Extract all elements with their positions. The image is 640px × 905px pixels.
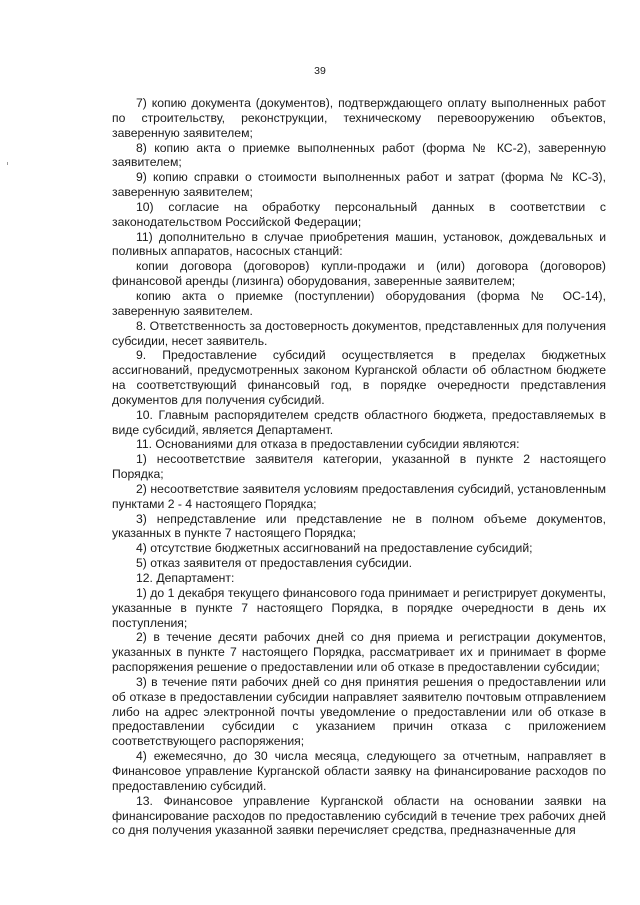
paragraph-clause-11: 11. Основаниями для отказа в предоставлении субсидии являются: bbox=[136, 437, 520, 452]
paragraph-clause-13: 13. Финансовое управление Курганской области на основании заявки на финансирование расходов по предоставлению субсидий в течение трех рабочих дней со дня получения указанной заявки перечисляет средства, предназначенные для bbox=[112, 793, 606, 838]
paragraph-clause-10: 10. Главным распорядителем средств областного бюджета, предоставляемых в виде субсидий, является Департамент. bbox=[112, 407, 606, 437]
paragraph-clause-8: 8. Ответственность за достоверность документов, представленных для получения субсидии, несет заявитель. bbox=[112, 318, 606, 348]
paragraph-clause-9: 9. Предоставление субсидий осуществляется в пределах бюджетных ассигнований, предусмотренных законом Курганской области об областном бюджете на соответствующий финансовый год, в порядке очередности представления документов для получения субсидий. bbox=[112, 348, 606, 407]
paragraph-department-4: 4) ежемесячно, до 30 числа месяца, следующего за отчетным, направляет в Финансовое управление Курганской области заявку на финансирование расходов по предоставлению субсидий. bbox=[112, 749, 606, 793]
paragraph-refusal-2: 2) несоответствие заявителя условиям предоставления субсидий, установленным пунктами 2 - 4 настоящего Порядка; bbox=[112, 481, 606, 511]
paragraph-os14-act: копию акта о приемке (поступлении) оборудования (форма № ОС-14), заверенную заявителем. bbox=[112, 288, 606, 318]
paragraph-refusal-3: 3) непредставление или представление не в полном объеме документов, указанных в пункте 7 настоящего Порядка; bbox=[112, 511, 606, 541]
paragraph-refusal-5: 5) отказ заявителя от предоставления субсидии. bbox=[136, 556, 413, 571]
paragraph-clause-12: 12. Департамент: bbox=[136, 571, 235, 585]
paragraph-department-1: 1) до 1 декабря текущего финансового года принимает и регистрирует документы, указанные в пункте 7 настоящего Порядка, в порядке очередности в день их поступления; bbox=[112, 585, 606, 630]
paragraph-department-3: 3) в течение пяти рабочих дней со дня принятия решения о предоставлении или об отказе в предоставлении субсидии направляет заявителю почтовым отправлением либо на адрес электронной почты уведомление о предоставлении или об отказе в предоставлении субсидии с указанием причин отказа с приложением соответствующего распоряжения; bbox=[112, 674, 606, 749]
paragraph-refusal-4: 4) отсутствие бюджетных ассигнований на предоставление субсидий; bbox=[136, 541, 533, 556]
paragraph-item-9: 9) копию справки о стоимости выполненных работ и затрат (форма № КС-3), заверенную заявителем; bbox=[112, 170, 606, 200]
paragraph-item-11: 11) дополнительно в случае приобретения машин, установок, дождевальных и поливных аппаратов, насосных станций: bbox=[112, 229, 606, 259]
scan-margin-mark bbox=[7, 162, 8, 165]
paragraph-refusal-1: 1) несоответствие заявителя категории, указанной в пункте 2 настоящего Порядка; bbox=[112, 452, 606, 482]
paragraph-item-10: 10) согласие на обработку персональный данных в соответствии с законодательством Российской Федерации; bbox=[112, 199, 606, 229]
page-number: 39 bbox=[314, 65, 326, 77]
paragraph-lease-contracts: копии договора (договоров) купли-продажи и (или) договора (договоров) финансовой аренды (лизинга) оборудования, заверенные заявителем; bbox=[112, 259, 606, 289]
document-text bbox=[112, 96, 606, 838]
paragraph-department-2: 2) в течение десяти рабочих дней со дня приема и регистрации документов, указанных в пункте 7 настоящего Порядка, рассматривает их и принимает в форме распоряжения решение о предоставлении или об отказе в предоставлении субсидии; bbox=[112, 630, 606, 675]
paragraph-item-8: 8) копию акта о приемке выполненных работ (форма № КС-2), заверенную заявителем; bbox=[112, 140, 606, 170]
paragraph-item-7: 7) копию документа (документов), подтверждающего оплату выполненных работ по строительству, реконструкции, техническому перевооружению объектов, заверенную заявителем; bbox=[112, 96, 606, 140]
